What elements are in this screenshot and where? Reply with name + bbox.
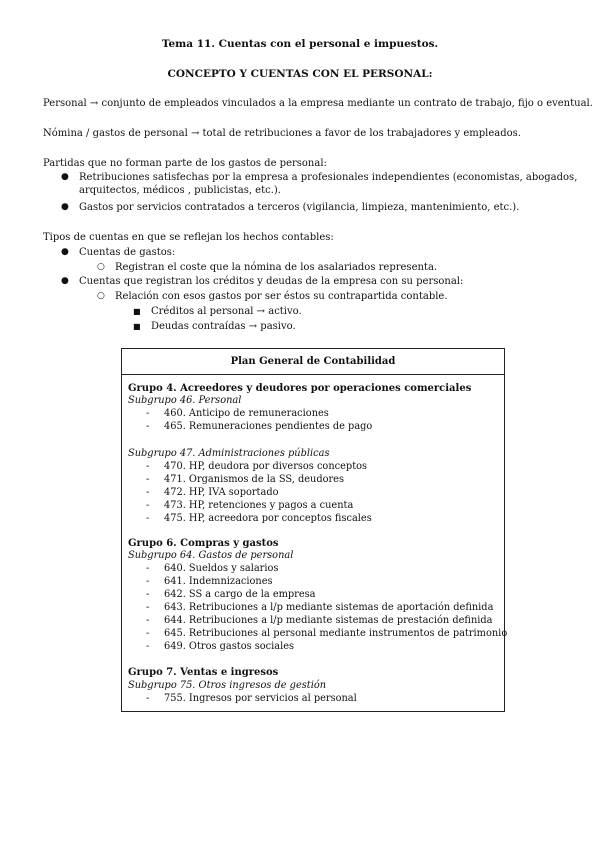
account-472: 472. HP, IVA soportado bbox=[164, 487, 279, 498]
group-6-heading: Grupo 6. Compras y gastos bbox=[128, 538, 279, 549]
tipos-intro: Tipos de cuentas en que se reflejan los hechos contables: bbox=[43, 232, 334, 243]
dash-marker: - bbox=[146, 474, 150, 485]
circle-bullet-icon: ○ bbox=[97, 262, 105, 272]
partidas-item-1-line-2: arquitectos, médicos , publicistas, etc.). bbox=[79, 185, 281, 196]
circle-bullet-icon: ○ bbox=[97, 291, 105, 301]
bullet-icon: ● bbox=[61, 276, 69, 286]
tipos-item-2-sub-b: Deudas contraídas → pasivo. bbox=[151, 321, 296, 332]
doc-title: Tema 11. Cuentas con el personal e impuestos. bbox=[161, 38, 439, 50]
account-649: 649. Otros gastos sociales bbox=[164, 641, 295, 652]
partidas-item-2: Gastos por servicios contratados a terceros (vigilancia, limpieza, mantenimiento, etc.). bbox=[79, 202, 520, 213]
dash-marker: - bbox=[146, 487, 150, 498]
account-465: 465. Remuneraciones pendientes de pago bbox=[164, 421, 373, 432]
tipos-item-1-sub: Registran el coste que la nómina de los asalariados representa. bbox=[115, 262, 438, 273]
account-643: 643. Retribuciones a l/p mediante sistemas de aportación definida bbox=[164, 602, 494, 613]
subgroup-47: Subgrupo 47. Administraciones públicas bbox=[128, 448, 330, 459]
plan-contabilidad-box bbox=[121, 348, 508, 712]
section-heading: CONCEPTO Y CUENTAS CON EL PERSONAL: bbox=[167, 68, 433, 80]
square-bullet-icon: ■ bbox=[133, 307, 141, 316]
account-644: 644. Retribuciones a l/p mediante sistemas de prestación definida bbox=[164, 615, 493, 626]
dash-marker: - bbox=[146, 563, 150, 574]
square-bullet-icon: ■ bbox=[133, 322, 141, 331]
dash-marker: - bbox=[146, 641, 150, 652]
subgroup-75: Subgrupo 75. Otros ingresos de gestión bbox=[128, 680, 327, 691]
dash-marker: - bbox=[146, 421, 150, 432]
dash-marker: - bbox=[146, 693, 150, 704]
dash-marker: - bbox=[146, 628, 150, 639]
account-641: 641. Indemnizaciones bbox=[164, 576, 273, 587]
account-470: 470. HP, deudora por diversos conceptos bbox=[164, 461, 368, 472]
dash-marker: - bbox=[146, 461, 150, 472]
bullet-icon: ● bbox=[61, 202, 69, 212]
partidas-intro: Partidas que no forman parte de los gastos de personal: bbox=[43, 158, 327, 169]
tipos-item-1: Cuentas de gastos: bbox=[79, 247, 176, 258]
dash-marker: - bbox=[146, 513, 150, 524]
account-471: 471. Organismos de la SS, deudores bbox=[164, 474, 345, 485]
group-4-heading: Grupo 4. Acreedores y deudores por operaciones comerciales bbox=[128, 383, 472, 394]
account-755: 755. Ingresos por servicios al personal bbox=[164, 693, 357, 704]
group-7-heading: Grupo 7. Ventas e ingresos bbox=[128, 667, 279, 678]
bullet-icon: ● bbox=[61, 247, 69, 257]
account-645: 645. Retribuciones al personal mediante instrumentos de patrimonio bbox=[164, 628, 508, 639]
nomina-definition: Nómina / gastos de personal → total de retribuciones a favor de los trabajadores y empleados. bbox=[43, 128, 521, 139]
account-475: 475. HP, acreedora por conceptos fiscales bbox=[164, 513, 372, 524]
account-640: 640. Sueldos y salarios bbox=[164, 563, 279, 574]
subgroup-64: Subgrupo 64. Gastos de personal bbox=[128, 550, 294, 561]
account-473: 473. HP, retenciones y pagos a cuenta bbox=[164, 500, 354, 511]
tipos-item-2-sub: Relación con esos gastos por ser éstos su contrapartida contable. bbox=[115, 291, 448, 302]
partidas-item-1-line-1: Retribuciones satisfechas por la empresa a profesionales independientes (economistas, abogados, bbox=[79, 172, 578, 183]
tipos-item-2: Cuentas que registran los créditos y deudas de la empresa con su personal: bbox=[79, 276, 464, 287]
tipos-item-2-sub-a: Créditos al personal → activo. bbox=[151, 306, 302, 317]
bullet-icon: ● bbox=[61, 172, 69, 182]
dash-marker: - bbox=[146, 408, 150, 419]
plan-header: Plan General de Contabilidad bbox=[122, 349, 504, 375]
dash-marker: - bbox=[146, 500, 150, 511]
dash-marker: - bbox=[146, 589, 150, 600]
account-460: 460. Anticipo de remuneraciones bbox=[164, 408, 329, 419]
dash-marker: - bbox=[146, 576, 150, 587]
dash-marker: - bbox=[146, 615, 150, 626]
personal-definition: Personal → conjunto de empleados vinculados a la empresa mediante un contrato de trabajo, fijo o eventual. bbox=[43, 98, 593, 109]
account-642: 642. SS a cargo de la empresa bbox=[164, 589, 316, 600]
subgroup-46: Subgrupo 46. Personal bbox=[128, 395, 242, 406]
dash-marker: - bbox=[146, 602, 150, 613]
